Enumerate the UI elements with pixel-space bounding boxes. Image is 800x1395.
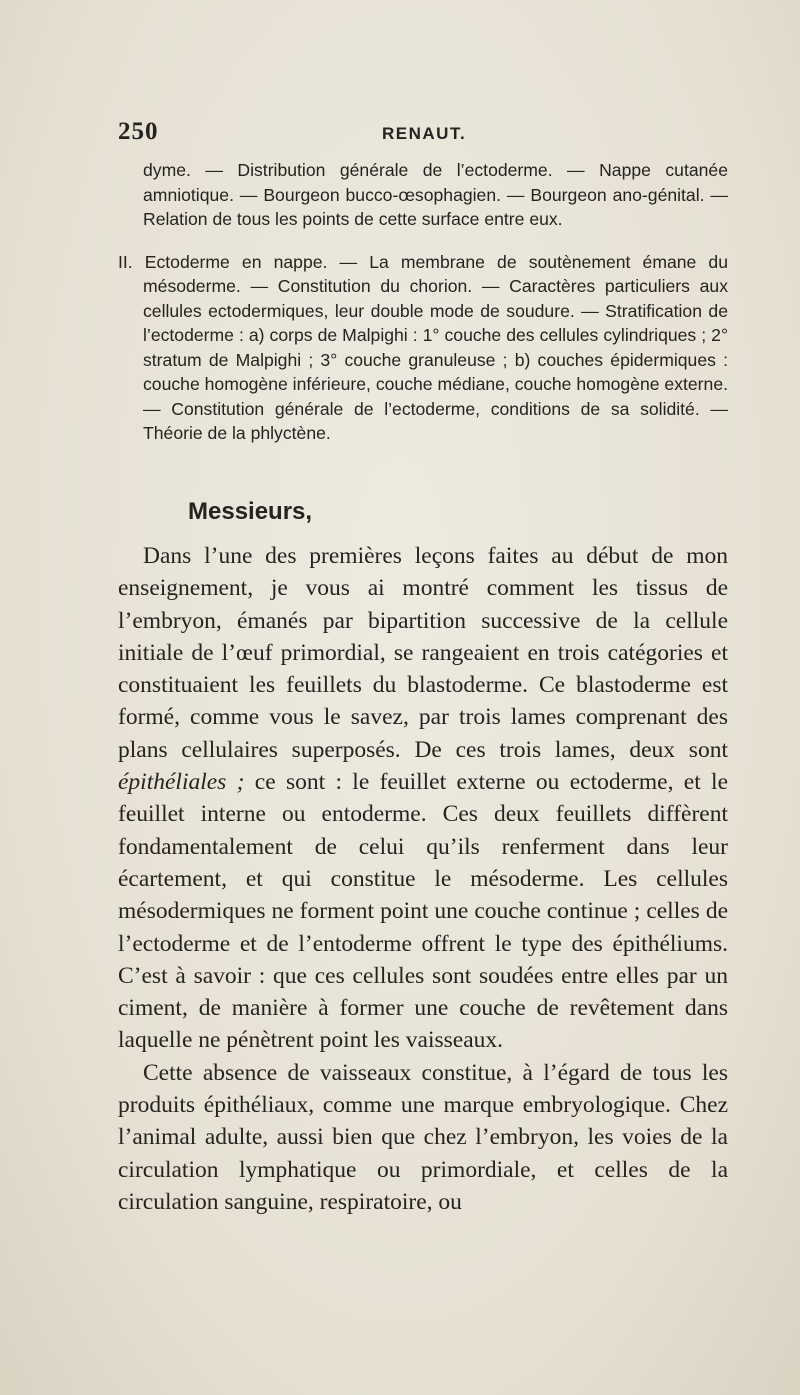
paragraph-1 [118, 540, 728, 1057]
paragraph-1-italic: épithéliales ; [118, 769, 245, 796]
paragraph-1-part-b: ce sont : le feuillet externe ou ectoderme, et le feuillet interne ou entoderme. Ces deux feuillets diffèrent fondamentalement de celui qu’ils renferment dans leur écartement, et qui constitue le mésoderme. Les cellules mésodermiques ne forment point une couche continue ; celles de l’ectoderme et de l’entoderme offrent le type des épithéliums. C’est à savoir : que ces cellules sont soudées entre elles par un ciment, de manière à former une couche de revêtement dans laquelle ne pénètrent point les vaisseaux. [118, 769, 728, 1054]
running-head: RENAUT. [382, 124, 467, 143]
page-number: 250 [118, 118, 159, 145]
paragraph-2: Cette absence de vaisseaux constitue, à l’égard de tous les produits épithéliaux, comme une marque embryologique. Chez l’animal adulte, aussi bien que chez l’embryon, les voies de la circulation lymphatique ou primordiale, et celles de la circulation sanguine, respiratoire, ou [118, 1059, 728, 1215]
salutation: Messieurs, [188, 498, 313, 525]
chapter-summary [118, 158, 728, 446]
body-text [118, 540, 728, 1218]
paragraph-1-part-a: Dans l’une des premières leçons faites au début de mon enseignement, je vous ai montré comment les tissus de l’embryon, émanés par bipartition successive de la cellule initiale de l’œuf primordial, se rangeaient en trois catégories et constituaient les feuillets du blastoderme. Ce blastoderme est formé, comme vous le savez, par trois lames comprenant des plans cellulaires superposés. De ces trois lames, deux sont [118, 543, 728, 763]
summary-item-2: II. Ectoderme en nappe. — La membrane de soutènement émane du mésoderme. — Constitution du chorion. — Caractères particuliers aux cellules ectodermiques, leur double mode de soudure. — Stratification de l’ectoderme : a) corps de Malpighi : 1° couche des cellules cylindriques ; 2° stratum de Malpighi ; 3° couche granuleuse ; b) couches épidermiques : couche homogène inférieure, couche médiane, couche homogène externe. — Constitution générale de l’ectoderme, conditions de sa solidité. — Théorie de la phlyctène. [118, 251, 728, 443]
page-header [118, 118, 730, 152]
summary-item-continuation: dyme. — Distribution générale de l’ectoderme. — Nappe cutanée amniotique. — Bourgeon bucco-œsophagien. — Bourgeon ano-génital. — Relation de tous les points de cette surface entre eux. [143, 160, 728, 229]
